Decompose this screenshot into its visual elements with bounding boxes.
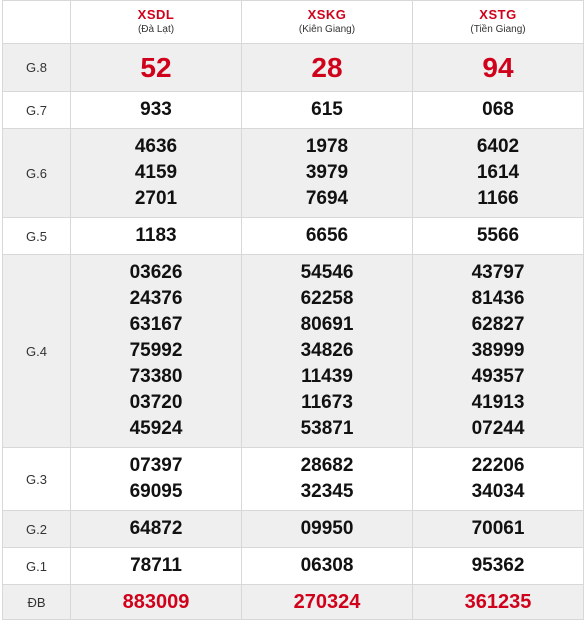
prize-number: 270324: [293, 591, 361, 613]
prize-number: 73380: [129, 366, 183, 387]
prize-number: 1183: [135, 225, 177, 246]
prize-label: ĐB: [3, 585, 71, 620]
province-name: (Kiên Giang): [298, 24, 356, 35]
prize-number: 49357: [471, 366, 525, 387]
prize-cell-xsdl: [71, 92, 242, 129]
prize-row-g1: [3, 548, 584, 585]
prize-cell-xsdl: [71, 44, 242, 92]
province-code[interactable]: XSDL: [137, 7, 175, 22]
prize-label: G.1: [3, 548, 71, 585]
prize-number: 53871: [300, 418, 354, 439]
prize-cell-xskg: [242, 585, 413, 620]
prize-cell-xsdl: [71, 255, 242, 448]
prize-cell-xskg: [242, 448, 413, 511]
prize-label: G.5: [3, 218, 71, 255]
prize-number: 06308: [300, 555, 354, 576]
province-name: (Đà Lạt): [137, 24, 175, 35]
prize-row-g5: [3, 218, 584, 255]
prize-number: 933: [140, 99, 172, 120]
prize-cell-xstg: [413, 255, 584, 448]
prize-number: 1166: [477, 188, 519, 209]
prize-number: 11673: [301, 392, 353, 413]
prize-cell-xsdl: [71, 129, 242, 218]
prize-number: 81436: [471, 288, 525, 309]
prize-number: 34826: [300, 340, 354, 361]
prize-number: 94: [482, 51, 514, 83]
prize-number: 361235: [464, 591, 532, 613]
province-header-xskg[interactable]: [242, 1, 413, 44]
prize-cell-xstg: [413, 92, 584, 129]
prize-cell-xstg: [413, 585, 584, 620]
prize-number: 75992: [129, 340, 183, 361]
prize-number: 95362: [471, 555, 525, 576]
prize-row-special: [3, 585, 584, 620]
prize-number: 6656: [305, 225, 349, 246]
prize-number: 4636: [134, 136, 178, 157]
prize-cell-xstg: [413, 44, 584, 92]
prize-number: 2701: [134, 188, 178, 209]
prize-cell-xstg: [413, 129, 584, 218]
prize-number: 11439: [301, 366, 353, 387]
prize-cell-xsdl: [71, 448, 242, 511]
lottery-results-table: [2, 0, 584, 620]
prize-number: 615: [311, 99, 343, 120]
prize-number: 3979: [305, 162, 349, 183]
prize-number: 5566: [476, 225, 520, 246]
prize-number: 63167: [129, 314, 183, 335]
prize-number: 62258: [300, 288, 354, 309]
prize-number: 54546: [300, 262, 354, 283]
prize-number: 883009: [122, 591, 190, 613]
prize-cell-xskg: [242, 255, 413, 448]
prize-row-g2: [3, 511, 584, 548]
prize-label: G.7: [3, 92, 71, 129]
prize-number: 1978: [305, 136, 349, 157]
prize-number: 78711: [130, 555, 182, 576]
prize-number: 6402: [476, 136, 520, 157]
prize-label: G.2: [3, 511, 71, 548]
province-name: (Tiền Giang): [470, 24, 526, 35]
prize-cell-xskg: [242, 92, 413, 129]
prize-cell-xskg: [242, 511, 413, 548]
prize-cell-xskg: [242, 129, 413, 218]
prize-number: 32345: [300, 481, 354, 502]
prize-cell-xskg: [242, 44, 413, 92]
province-header-xsdl[interactable]: [71, 1, 242, 44]
prize-number: 1614: [476, 162, 520, 183]
prize-number: 43797: [471, 262, 525, 283]
prize-row-g4: [3, 255, 584, 448]
prize-cell-xstg: [413, 448, 584, 511]
prize-label: G.3: [3, 448, 71, 511]
prize-number: 34034: [471, 481, 525, 502]
prize-label: G.8: [3, 44, 71, 92]
prize-cell-xstg: [413, 511, 584, 548]
prize-number: 068: [482, 99, 514, 120]
prize-number: 4159: [134, 162, 178, 183]
prize-label: G.4: [3, 255, 71, 448]
prize-number: 38999: [471, 340, 525, 361]
prize-number: 41913: [471, 392, 525, 413]
prize-cell-xskg: [242, 548, 413, 585]
prize-cell-xskg: [242, 218, 413, 255]
prize-number: 45924: [129, 418, 183, 439]
prize-cell-xsdl: [71, 511, 242, 548]
header-corner-cell: [3, 1, 71, 44]
province-code[interactable]: XSTG: [479, 7, 517, 22]
prize-number: 62827: [471, 314, 525, 335]
prize-cell-xstg: [413, 218, 584, 255]
prize-number: 07244: [471, 418, 525, 439]
prize-number: 28: [311, 51, 343, 83]
prize-number: 09950: [300, 518, 354, 539]
province-code[interactable]: XSKG: [307, 7, 347, 22]
table-header-row: [3, 1, 584, 44]
prize-number: 80691: [300, 314, 354, 335]
prize-number: 07397: [129, 455, 183, 476]
prize-row-g8: [3, 44, 584, 92]
prize-cell-xstg: [413, 548, 584, 585]
prize-number: 69095: [129, 481, 183, 502]
prize-number: 22206: [471, 455, 525, 476]
prize-number: 52: [140, 51, 172, 83]
prize-cell-xsdl: [71, 548, 242, 585]
prize-row-g6: [3, 129, 584, 218]
prize-number: 64872: [129, 518, 183, 539]
prize-number: 03626: [129, 262, 183, 283]
prize-label: G.6: [3, 129, 71, 218]
prize-cell-xsdl: [71, 585, 242, 620]
prize-row-g3: [3, 448, 584, 511]
prize-number: 70061: [471, 518, 525, 539]
province-header-xstg[interactable]: [413, 1, 584, 44]
prize-number: 28682: [300, 455, 354, 476]
prize-number: 03720: [129, 392, 183, 413]
prize-number: 24376: [129, 288, 183, 309]
prize-number: 7694: [305, 188, 349, 209]
prize-cell-xsdl: [71, 218, 242, 255]
prize-row-g7: [3, 92, 584, 129]
